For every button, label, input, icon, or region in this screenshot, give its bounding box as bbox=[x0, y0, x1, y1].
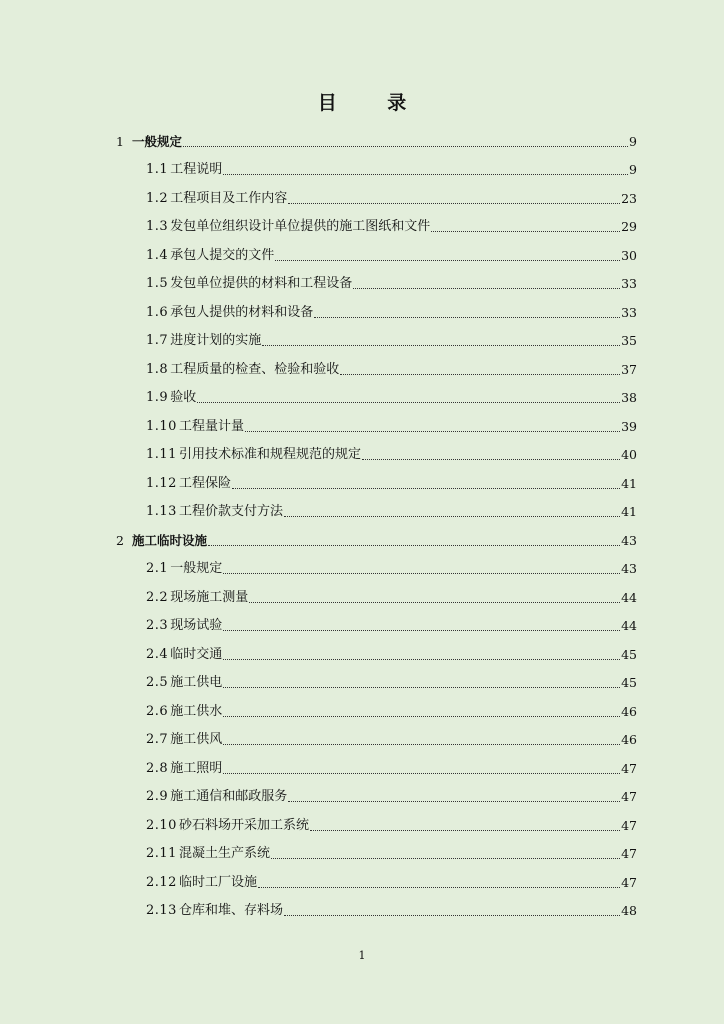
toc-section-2-6[interactable] bbox=[0, 691, 724, 720]
dot-leader bbox=[271, 857, 620, 859]
toc-entry-title: 工程保险 bbox=[178, 475, 231, 491]
toc-entry-page: 43 bbox=[621, 532, 637, 548]
toc-section-2-9[interactable] bbox=[0, 777, 724, 806]
toc-section-2-13[interactable] bbox=[0, 891, 724, 920]
toc-entry-page: 44 bbox=[621, 589, 637, 605]
dot-leader bbox=[353, 287, 620, 289]
dot-leader bbox=[223, 743, 620, 745]
dot-leader bbox=[223, 715, 620, 717]
dot-leader bbox=[258, 886, 620, 888]
dot-leader bbox=[284, 914, 620, 916]
toc-entry-number: 1 bbox=[116, 133, 124, 149]
toc-section-1-2[interactable] bbox=[0, 178, 724, 207]
toc-entry-title: 施工供风 bbox=[170, 732, 223, 747]
toc-entry-number: 1.10 bbox=[146, 418, 177, 434]
toc-entry-title: 工程说明 bbox=[170, 162, 223, 177]
toc-entry-number: 2.9 bbox=[146, 789, 169, 804]
toc-entry-number: 1.4 bbox=[146, 247, 169, 263]
dot-leader bbox=[262, 344, 620, 346]
toc-entry-number: 2.10 bbox=[146, 817, 177, 833]
toc-entry-title: 临时交通 bbox=[170, 646, 223, 662]
toc-entry-page: 45 bbox=[621, 675, 637, 690]
toc-section-1-13[interactable] bbox=[0, 492, 724, 521]
toc-entry-number: 1.13 bbox=[146, 504, 177, 519]
toc-entry-number: 2.7 bbox=[146, 732, 169, 747]
toc-entry-title: 一般规定 bbox=[131, 133, 182, 149]
dot-leader bbox=[362, 458, 620, 460]
dot-leader bbox=[245, 430, 620, 432]
page-number: 1 bbox=[358, 949, 366, 962]
dot-leader bbox=[223, 686, 620, 688]
toc-entry-title: 砂石料场开采加工系统 bbox=[178, 817, 309, 833]
dot-leader bbox=[223, 173, 628, 175]
toc-section-2-8[interactable] bbox=[0, 748, 724, 777]
toc-section-1-10[interactable] bbox=[0, 406, 724, 435]
toc-entry-page: 48 bbox=[621, 903, 637, 918]
toc-entry-title: 仓库和堆、存料场 bbox=[178, 903, 283, 918]
toc-chapter-2[interactable] bbox=[0, 520, 724, 549]
toc-entry-page: 38 bbox=[621, 390, 637, 405]
toc-section-2-10[interactable] bbox=[0, 805, 724, 834]
toc-section-1-3[interactable] bbox=[0, 207, 724, 236]
toc-section-2-4[interactable] bbox=[0, 634, 724, 663]
toc-entry-page: 47 bbox=[621, 874, 637, 890]
dot-leader bbox=[223, 658, 620, 660]
toc-entry-number: 1.9 bbox=[146, 390, 169, 405]
toc-section-2-3[interactable] bbox=[0, 606, 724, 635]
toc-entry-number: 2.3 bbox=[146, 618, 169, 633]
toc-section-2-2[interactable] bbox=[0, 577, 724, 606]
toc-entry-title: 发包单位组织设计单位提供的施工图纸和文件 bbox=[170, 219, 431, 234]
toc-entry-page: 40 bbox=[621, 447, 637, 462]
toc-section-1-6[interactable] bbox=[0, 292, 724, 321]
dot-leader bbox=[284, 515, 620, 517]
toc-entry-number: 1.2 bbox=[146, 190, 169, 206]
toc-section-2-7[interactable] bbox=[0, 720, 724, 749]
toc-entry-title: 承包人提交的文件 bbox=[170, 247, 275, 263]
dot-leader bbox=[197, 401, 620, 403]
toc-entry-title: 施工临时设施 bbox=[131, 532, 207, 548]
dot-leader bbox=[223, 572, 620, 574]
toc-entry-page: 46 bbox=[621, 703, 637, 719]
toc-entry-page: 35 bbox=[621, 333, 637, 348]
toc-entry-number: 2.11 bbox=[146, 846, 177, 861]
toc-entry-page: 37 bbox=[621, 361, 637, 377]
toc-section-2-5[interactable] bbox=[0, 663, 724, 692]
toc-entry-page: 47 bbox=[621, 817, 637, 833]
toc-entry-number: 2.6 bbox=[146, 703, 169, 719]
toc-entry-page: 41 bbox=[621, 504, 637, 519]
toc-entry-title: 引用技术标准和规程规范的规定 bbox=[178, 447, 361, 462]
toc-section-1-7[interactable] bbox=[0, 321, 724, 350]
toc-entry-page: 9 bbox=[629, 133, 637, 149]
dot-leader bbox=[310, 829, 620, 831]
table-of-contents bbox=[0, 121, 724, 919]
toc-entry-page: 47 bbox=[621, 789, 637, 804]
toc-section-1-9[interactable] bbox=[0, 378, 724, 407]
toc-entry-number: 2.2 bbox=[146, 589, 169, 605]
dot-leader bbox=[223, 772, 620, 774]
toc-section-1-12[interactable] bbox=[0, 463, 724, 492]
toc-entry-number: 2 bbox=[116, 532, 124, 548]
dot-leader bbox=[275, 259, 620, 261]
toc-entry-title: 施工供水 bbox=[170, 703, 223, 719]
dot-leader bbox=[288, 202, 620, 204]
toc-entry-number: 2.8 bbox=[146, 760, 169, 776]
toc-entry-number: 1.11 bbox=[146, 447, 177, 462]
toc-entry-title: 工程价款支付方法 bbox=[178, 504, 283, 519]
toc-section-1-4[interactable] bbox=[0, 235, 724, 264]
toc-entry-number: 2.13 bbox=[146, 903, 177, 918]
toc-entry-number: 2.1 bbox=[146, 561, 169, 576]
toc-entry-title: 临时工厂设施 bbox=[178, 874, 257, 890]
toc-entry-page: 46 bbox=[621, 732, 637, 747]
toc-entry-number: 1.5 bbox=[146, 276, 169, 291]
toc-entry-title: 施工照明 bbox=[170, 760, 223, 776]
toc-section-1-5[interactable] bbox=[0, 264, 724, 293]
toc-entry-number: 1.3 bbox=[146, 219, 169, 234]
toc-entry-title: 工程项目及工作内容 bbox=[170, 190, 288, 206]
dot-leader bbox=[232, 487, 620, 489]
toc-section-1-1[interactable] bbox=[0, 150, 724, 179]
toc-entry-page: 47 bbox=[621, 760, 637, 776]
toc-entry-title: 工程质量的检查、检验和验收 bbox=[170, 361, 340, 377]
dot-leader bbox=[314, 316, 620, 318]
dot-leader bbox=[183, 145, 628, 147]
dot-leader bbox=[223, 629, 620, 631]
toc-entry-number: 2.5 bbox=[146, 675, 169, 690]
toc-entry-page: 29 bbox=[621, 219, 637, 234]
toc-entry-number: 1.12 bbox=[146, 475, 177, 491]
toc-entry-page: 43 bbox=[621, 561, 637, 576]
toc-section-2-1[interactable] bbox=[0, 549, 724, 578]
dot-leader bbox=[431, 230, 620, 232]
dot-leader bbox=[288, 800, 620, 802]
toc-entry-page: 9 bbox=[629, 162, 637, 177]
toc-entry-number: 2.12 bbox=[146, 874, 177, 890]
toc-entry-page: 33 bbox=[621, 304, 637, 320]
toc-entry-title: 工程量计量 bbox=[178, 418, 244, 434]
toc-entry-title: 混凝土生产系统 bbox=[178, 846, 270, 861]
toc-entry-title: 一般规定 bbox=[170, 561, 223, 576]
toc-entry-number: 1.1 bbox=[146, 162, 169, 177]
toc-entry-number: 1.6 bbox=[146, 304, 169, 320]
toc-entry-title: 施工通信和邮政服务 bbox=[170, 789, 288, 804]
toc-entry-number: 1.8 bbox=[146, 361, 169, 377]
toc-entry-page: 41 bbox=[621, 475, 637, 491]
toc-entry-title: 承包人提供的材料和设备 bbox=[170, 304, 314, 320]
toc-section-1-8[interactable] bbox=[0, 349, 724, 378]
dot-leader bbox=[208, 544, 620, 546]
toc-entry-page: 23 bbox=[621, 190, 637, 206]
toc-entry-title: 现场试验 bbox=[170, 618, 223, 633]
toc-entry-title: 进度计划的实施 bbox=[170, 333, 262, 348]
toc-section-2-11[interactable] bbox=[0, 834, 724, 863]
toc-entry-title: 施工供电 bbox=[170, 675, 223, 690]
toc-chapter-1[interactable] bbox=[0, 121, 724, 150]
toc-entry-title: 验收 bbox=[170, 390, 197, 405]
toc-entry-number: 1.7 bbox=[146, 333, 169, 348]
toc-entry-number: 2.4 bbox=[146, 646, 169, 662]
toc-entry-title: 发包单位提供的材料和工程设备 bbox=[170, 276, 353, 291]
toc-entry-page: 39 bbox=[621, 418, 637, 434]
toc-entry-page: 44 bbox=[621, 618, 637, 633]
toc-section-2-12[interactable] bbox=[0, 862, 724, 891]
dot-leader bbox=[340, 373, 620, 375]
toc-entry-page: 47 bbox=[621, 846, 637, 861]
toc-section-1-11[interactable] bbox=[0, 435, 724, 464]
toc-entry-page: 45 bbox=[621, 646, 637, 662]
toc-entry-page: 33 bbox=[621, 276, 637, 291]
dot-leader bbox=[249, 601, 620, 603]
page-title: 目 录 bbox=[317, 92, 429, 114]
toc-entry-title: 现场施工测量 bbox=[170, 589, 249, 605]
toc-entry-page: 30 bbox=[621, 247, 637, 263]
